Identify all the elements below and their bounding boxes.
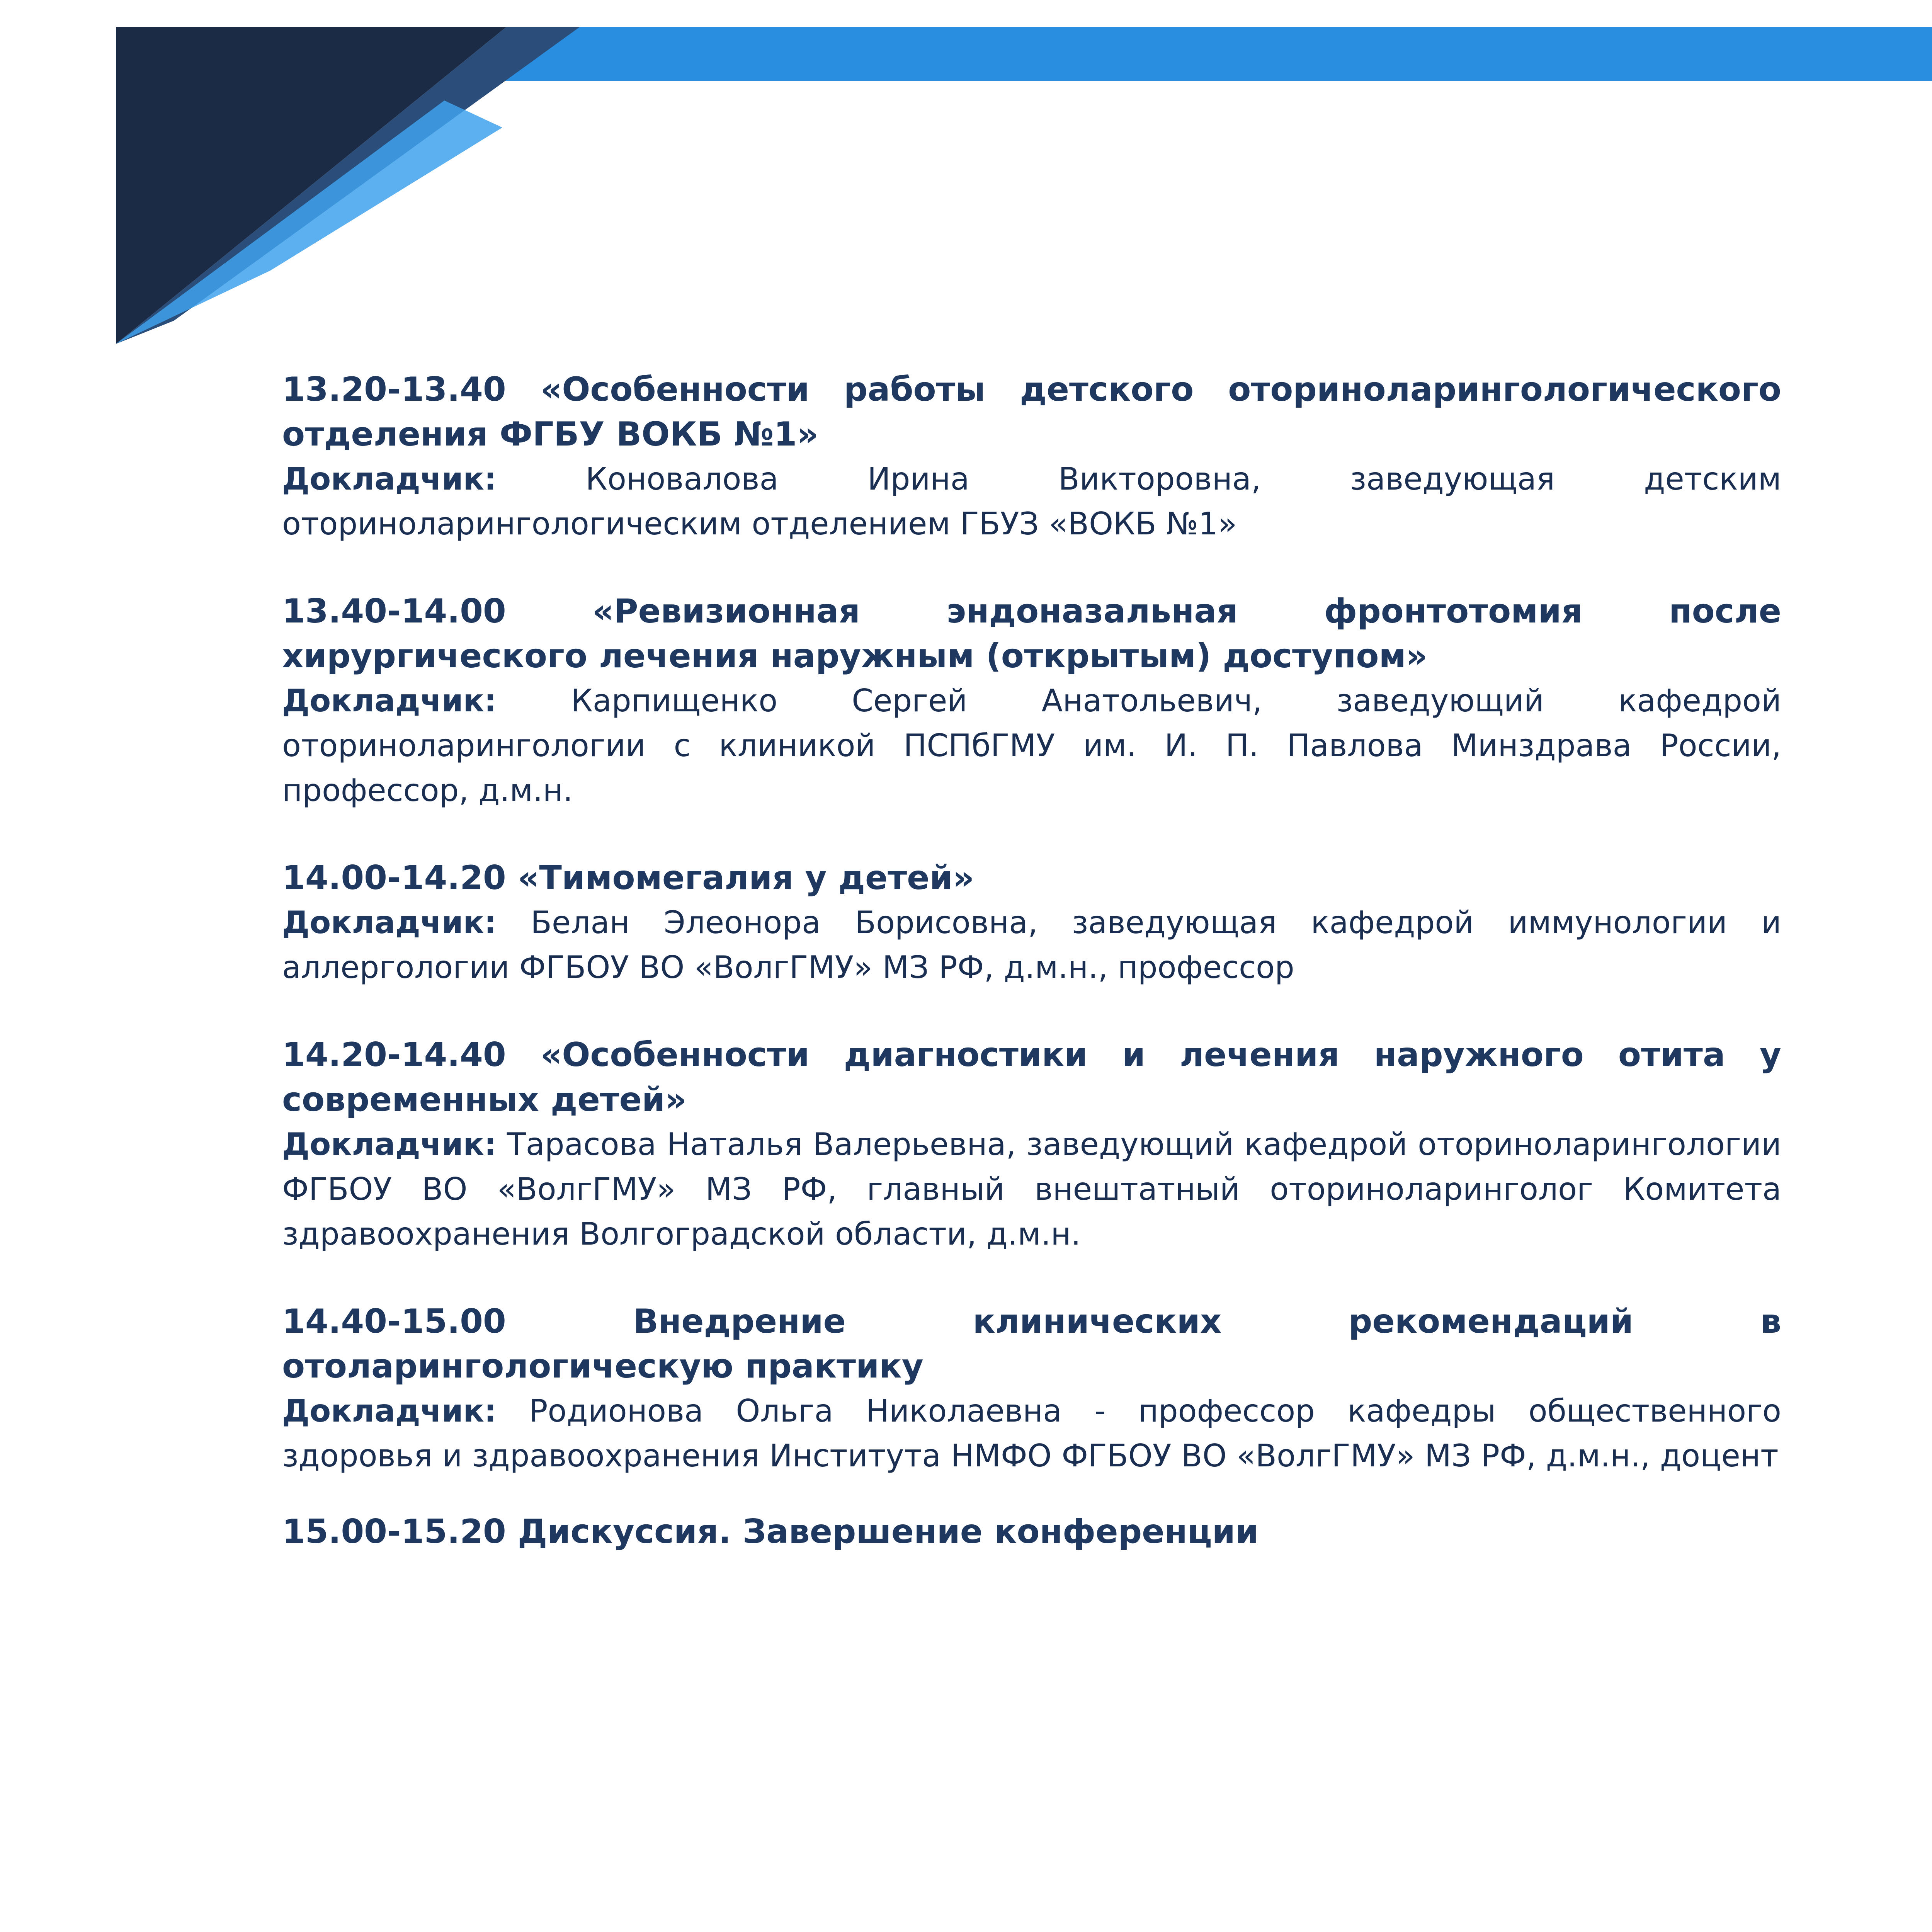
closing-title-text: Дискуссия. Завершение конференции (517, 1512, 1259, 1551)
program-item-time: 14.40-15.00 (282, 1302, 506, 1341)
speaker-label: Докладчик: (282, 461, 497, 497)
program-item-speaker (282, 1122, 1781, 1257)
program-item-title-text: «Тимомегалия у детей» (517, 859, 975, 897)
speaker-text: Белан Элеонора Борисовна, заведующая кафедрой иммунологии и аллергологии ФГБОУ ВО «ВолгГМУ» МЗ РФ, д.м.н., профессор (282, 905, 1781, 985)
program-item-2 (282, 589, 1781, 813)
program-item-title-text: «Ревизионная эндоназальная фронтотомия после хирургического лечения наружным (открытым) доступом» (282, 592, 1781, 675)
program-item-title (282, 1032, 1781, 1122)
program-item-speaker (282, 1389, 1781, 1478)
program-item-time: 13.40-14.00 (282, 592, 506, 631)
program-item-title (282, 589, 1781, 679)
program-item-time: 13.20-13.40 (282, 370, 506, 409)
speaker-label: Докладчик: (282, 905, 497, 940)
speaker-text: Коновалова Ирина Викторовна, заведующая детским оториноларингологическим отделением ГБУЗ «ВОКБ №1» (282, 461, 1781, 542)
speaker-label: Докладчик: (282, 1126, 497, 1162)
program-item-title (282, 1299, 1781, 1389)
program-item-title-text: Внедрение клинических рекомендаций в отоларингологическую практику (282, 1302, 1781, 1386)
closing-title (282, 1509, 1781, 1554)
program-item-time: 14.00-14.20 (282, 859, 506, 897)
program-item-5 (282, 1299, 1781, 1478)
program-item-speaker (282, 900, 1781, 990)
program-content (282, 367, 1781, 1597)
closing-item (282, 1509, 1781, 1554)
program-item-title-text: «Особенности работы детского оториноларингологического отделения ФГБУ ВОКБ №1» (282, 370, 1781, 454)
program-item-title-text: «Особенности диагностики и лечения наружного отита у современных детей» (282, 1036, 1781, 1119)
closing-time: 15.00-15.20 (282, 1512, 506, 1551)
program-item-4 (282, 1032, 1781, 1257)
speaker-label: Докладчик: (282, 683, 497, 719)
header-decoration (0, 0, 1932, 371)
speaker-label: Докладчик: (282, 1393, 497, 1429)
program-item-1 (282, 367, 1781, 546)
program-item-speaker (282, 679, 1781, 813)
speaker-text: Родионова Ольга Николаевна - профессор кафедры общественного здоровья и здравоохранения Института НМФО ФГБОУ ВО «ВолгГМУ» МЗ РФ, д.м.н., доцент (282, 1393, 1781, 1474)
program-item-title (282, 855, 1781, 900)
program-item-3 (282, 855, 1781, 990)
speaker-text: Карпищенко Сергей Анатольевич, заведующий кафедрой оториноларингологии с клиникой ПСПбГМУ им. И. П. Павлова Минздрава России, профессор, д.м.н. (282, 683, 1781, 808)
header-blue-band (440, 27, 1932, 81)
program-item-title (282, 367, 1781, 457)
program-item-speaker (282, 457, 1781, 546)
program-item-time: 14.20-14.40 (282, 1036, 506, 1074)
speaker-text: Тарасова Наталья Валерьевна, заведующий кафедрой оториноларингологии ФГБОУ ВО «ВолгГМУ» МЗ РФ, главный внештатный оториноларинголог Комитета здравоохранения Волгоградской области, д.м.н. (282, 1126, 1781, 1252)
